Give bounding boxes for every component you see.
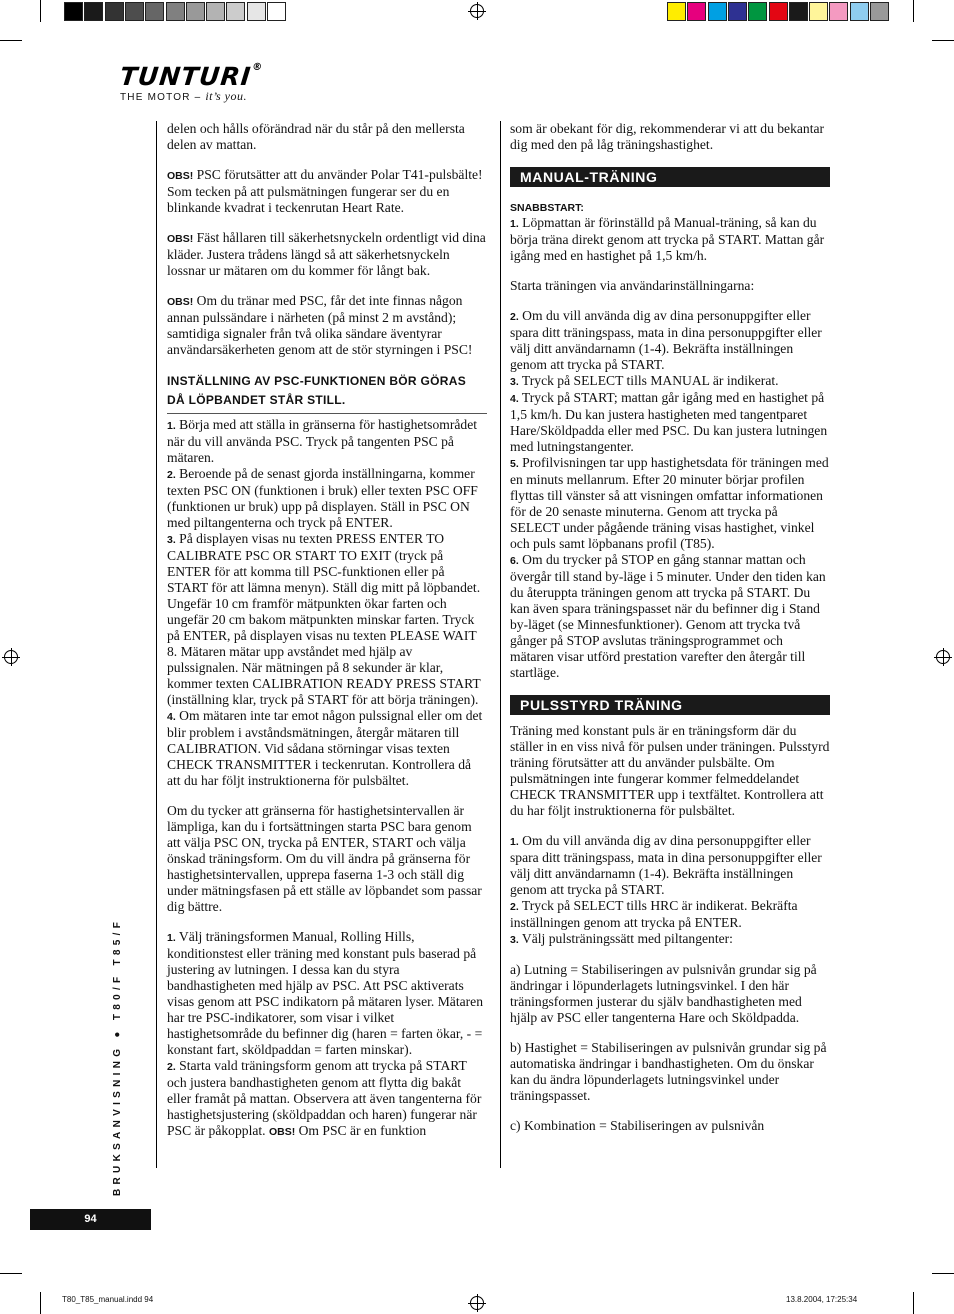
logo-wordmark: TUNTURI®: [118, 62, 264, 91]
step-item: 1. Om du vill använda dig av dina personuppgifter eller spara ditt träningspass, mata in dina personuppgifter eller välj ditt användarnamn (1-4). Bekräfta inställningen genom att trycka på START.: [510, 833, 822, 897]
section-heading-hrc: PULSSTYRD TRÄNING: [510, 695, 830, 715]
color-swatch: [870, 2, 889, 21]
footer-filename: T80_T85_manual.indd 94: [62, 1295, 154, 1304]
color-swatch: [247, 2, 266, 21]
subheading: INSTÄLLNING AV PSC-FUNKTIONEN BÖR GÖRAS DÅ LÖPBANDET STÅR STILL.: [167, 374, 467, 407]
step-item: 2. Starta vald träningsform genom att trycka på START och justera bandhastigheten genom att flytta dig bakåt eller framåt på mattan. Observera att även tangenterna för hastighetsjustering (sköldpaddan och haren) fungerar när PSC är påkopplat. OBS! Om PSC är en funktion: [167, 1058, 482, 1138]
crop-mark: [932, 1273, 954, 1274]
obs-note: OBS! PSC förutsätter att du använder Polar T41-pulsbälte! Som tecken på att pulsmätningen fungerar ser du en blinkande kvadrat i teckenrutan Heart Rate.: [167, 167, 483, 215]
color-swatch: [789, 2, 808, 21]
step-item: 1. Löpmattan är förinställd på Manual-träning, så kan du börja träna direkt genom att trycka på START. Mattan går igång med en hastighet på 1,5 km/h.: [510, 215, 825, 263]
color-swatch: [267, 2, 286, 21]
step-item: 4. Tryck på START; mattan går igång med en hastighet på 1,5 km/h. Du kan justera hastigheten med tangentparet Hare/Sköldpadda eller med PSC. Du kan justera lutningen med lutningstangenter.: [510, 390, 828, 454]
section-heading-manual: MANUAL-TRÄNING: [510, 167, 830, 187]
crop-mark: [40, 0, 41, 22]
color-swatch: [667, 2, 686, 21]
step-item: 2. Beroende på de senast gjorda inställningarna, kommer texten PSC ON (funktionen i bruk) eller texten PSC OFF (funktionen ur bruk) upp på displayen. Ställ in PSC ON med piltangenterna och tryck på ENTER.: [167, 466, 478, 530]
step-item: 4. Om mätaren inte tar emot någon pulssignal eller om det blir problem i avståndsmätningen, återgår mätaren till CALIBRATION. Vid sådana störningar visas texten CHECK TRANSMITTER i teckenrutan. Kontrollera då att du har följt instruktionerna för pulsbältet.: [167, 708, 483, 788]
color-swatch: [64, 2, 83, 21]
color-swatch: [125, 2, 144, 21]
crop-mark: [913, 0, 914, 22]
quickstart-label: SNABBSTART:: [510, 202, 584, 214]
paragraph: Träning med konstant puls är en träningsform där du ställer in en viss nivå för pulsen under träningen. Pulsstyrd träning förutsätter att du använder pulsbälte. Om pulsmätningen inte fungerar kommer felmeddelandet CHECK TRANSMITTER upp i textfältet. Kontrollera att du har följt instruktionerna för pulsbältet.: [510, 723, 830, 818]
paragraph: som är obekant för dig, rekommenderar vi att du bekantar dig med den på låg träningshastighet.: [510, 121, 825, 152]
color-swatch: [850, 2, 869, 21]
footer-timestamp: 13.8.2004, 17:25:34: [786, 1295, 858, 1304]
step-item: 1. Börja med att ställa in gränserna för hastighetsområdet när du vill använda PSC. Tryck på tangenten PSC på mätaren.: [167, 417, 477, 465]
column-rule: [156, 121, 157, 1168]
color-swatch: [166, 2, 185, 21]
color-swatch: [728, 2, 747, 21]
color-swatch: [829, 2, 848, 21]
step-item: 3. Välj pulsträningssätt med piltangenter:: [510, 931, 733, 946]
crop-mark: [932, 40, 954, 41]
color-swatch: [145, 2, 164, 21]
crop-mark: [913, 1292, 914, 1314]
registration-mark-icon: [470, 4, 484, 18]
color-swatch: [687, 2, 706, 21]
registration-mark-icon: [936, 650, 950, 664]
paragraph: delen och hålls oförändrad när du står på den mellersta delen av mattan.: [167, 121, 465, 152]
paragraph: Om du tycker att gränserna för hastighetsintervallen är lämpliga, kan du i fortsättningen starta PSC bara genom att välja PSC ON, trycka på ENTER, START och välja önskad träningsform. Om du vill ändra på gränserna för hastighetsintervallen, upprepa faserna 1-3 och ställ dig under mätningsfasen på ett ställe av löpbandet som passar dig bättre.: [167, 803, 482, 914]
crop-mark: [0, 1273, 22, 1274]
color-swatch: [84, 2, 103, 21]
step-item: 2. Om du vill använda dig av dina personuppgifter eller spara ditt träningspass, mata in dina personuppgifter eller välj ditt användarnamn (1-4). Bekräfta inställningen genom att trycka på START.: [510, 308, 822, 372]
left-column: [167, 121, 487, 1140]
tunturi-logo: [120, 62, 262, 104]
obs-note: OBS! Om du tränar med PSC, får det inte finnas någon annan pulssändare i närheten (på minst 2 m avstånd); samtidiga signaler från två olika sändare äventyrar användarsäkerheten genom att de stör styrningen i PSC!: [167, 293, 473, 357]
color-swatch: [105, 2, 124, 21]
column-rule: [500, 121, 501, 1168]
paragraph: b) Hastighet = Stabiliseringen av pulsnivån grundar sig på automatiska ändringar i bandhastigheten. Om du önskar kan du ändra löpunderlagets lutningsvinkel under träningspasset.: [510, 1040, 827, 1103]
right-column: [510, 121, 830, 1134]
divider: [167, 413, 487, 414]
color-swatch: [708, 2, 727, 21]
side-running-title: BRUKSANVISNING ● T80/F T85/F: [112, 917, 123, 1196]
color-swatch: [186, 2, 205, 21]
registration-mark-icon: [470, 1296, 484, 1310]
color-swatch: [809, 2, 828, 21]
obs-note: OBS! Fäst hållaren till säkerhetsnyckeln ordentligt vid dina kläder. Justera trådens längd så att säkerhetsnyckeln lossnar ur mätaren om du kommer för långt bak.: [167, 230, 486, 278]
paragraph: a) Lutning = Stabiliseringen av pulsnivån grundar sig på ändringar i löpunderlagets lutningsvinkel. I den här träningsformen justerar du själv bandhastigheten med hjälp av PSC eller tangenterna Hare och Sköldpadda.: [510, 962, 817, 1025]
step-item: 6. Om du trycker på STOP en gång stannar mattan och övergår till stand by-läge i 5 minuter. Under den tiden kan du återuppta träningen genom att trycka på START. Du kan även spara träningspasset när du befinner dig i Stand by-läget (se Minnesfunktioner). Genom att trycka två gånger på STOP avslutas träningsprogrammet och mätaren visar utförd prestation varefter den återgår till startläge.: [510, 552, 826, 680]
color-swatch: [748, 2, 767, 21]
page-number: 94: [30, 1209, 151, 1230]
color-swatch: [769, 2, 788, 21]
registration-mark-icon: [4, 650, 18, 664]
paragraph: c) Kombination = Stabiliseringen av pulsnivån: [510, 1118, 765, 1133]
color-swatch: [206, 2, 225, 21]
step-item: 2. Tryck på SELECT tills HRC är indikerat. Bekräfta inställningen genom att trycka på ENTER.: [510, 898, 798, 930]
logo-tagline: THE MOTOR – it’s you.: [120, 89, 247, 103]
step-item: 3. Tryck på SELECT tills MANUAL är indikerat.: [510, 373, 779, 388]
crop-mark: [0, 40, 22, 41]
step-item: 5. Profilvisningen tar upp hastighetsdata för träningen med en minuts mellanrum. Efter 20 minuter börjar profilen flyttas till vänster så att visningen omfattar informationen för de 20 senaste minuterna. Genom att trycka på SELECT under pågående träning visas hastighet, vinkel och puls samt löpbanans profil (T85).: [510, 455, 829, 551]
step-item: 1. Välj träningsformen Manual, Rolling Hills, konditionstest eller träning med konstant puls baserad på justering av lutningen. I dessa kan du styra bandhastigheten med hjälp av PSC. Att PSC aktiverats visas genom att PSC indikatorn på mätaren lyser. Mätaren har tre PSC-indikatorer, som visar i vilket hastighetsområde du befinner dig (haren = farten ökar, - = konstant fart, sköldpaddan = farten minskar).: [167, 929, 483, 1057]
paragraph: Starta träningen via användarinställningarna:: [510, 278, 755, 293]
color-swatch: [226, 2, 245, 21]
step-item: 3. På displayen visas nu texten PRESS ENTER TO CALIBRATE PSC OR START TO EXIT (tryck på ENTER för att komma till PSC-funktionen eller på START för att lämna menyn). Ställ dig mitt på löpbandet. Ungefär 10 cm framför mätpunkten ökar farten och ungefär 20 cm bakom mätpunkten minskar farten. Tryck på ENTER, på displayen visas nu texten PLEASE WAIT 8. Mätaren mätar upp avståndet med hjälp av pulssignalen. När mätningen på 8 sekunder är klar, kommer texten CALIBRATION READY PRESS START (inställning klar, tryck på START för att börja träningen).: [167, 531, 481, 707]
crop-mark: [40, 1292, 41, 1314]
